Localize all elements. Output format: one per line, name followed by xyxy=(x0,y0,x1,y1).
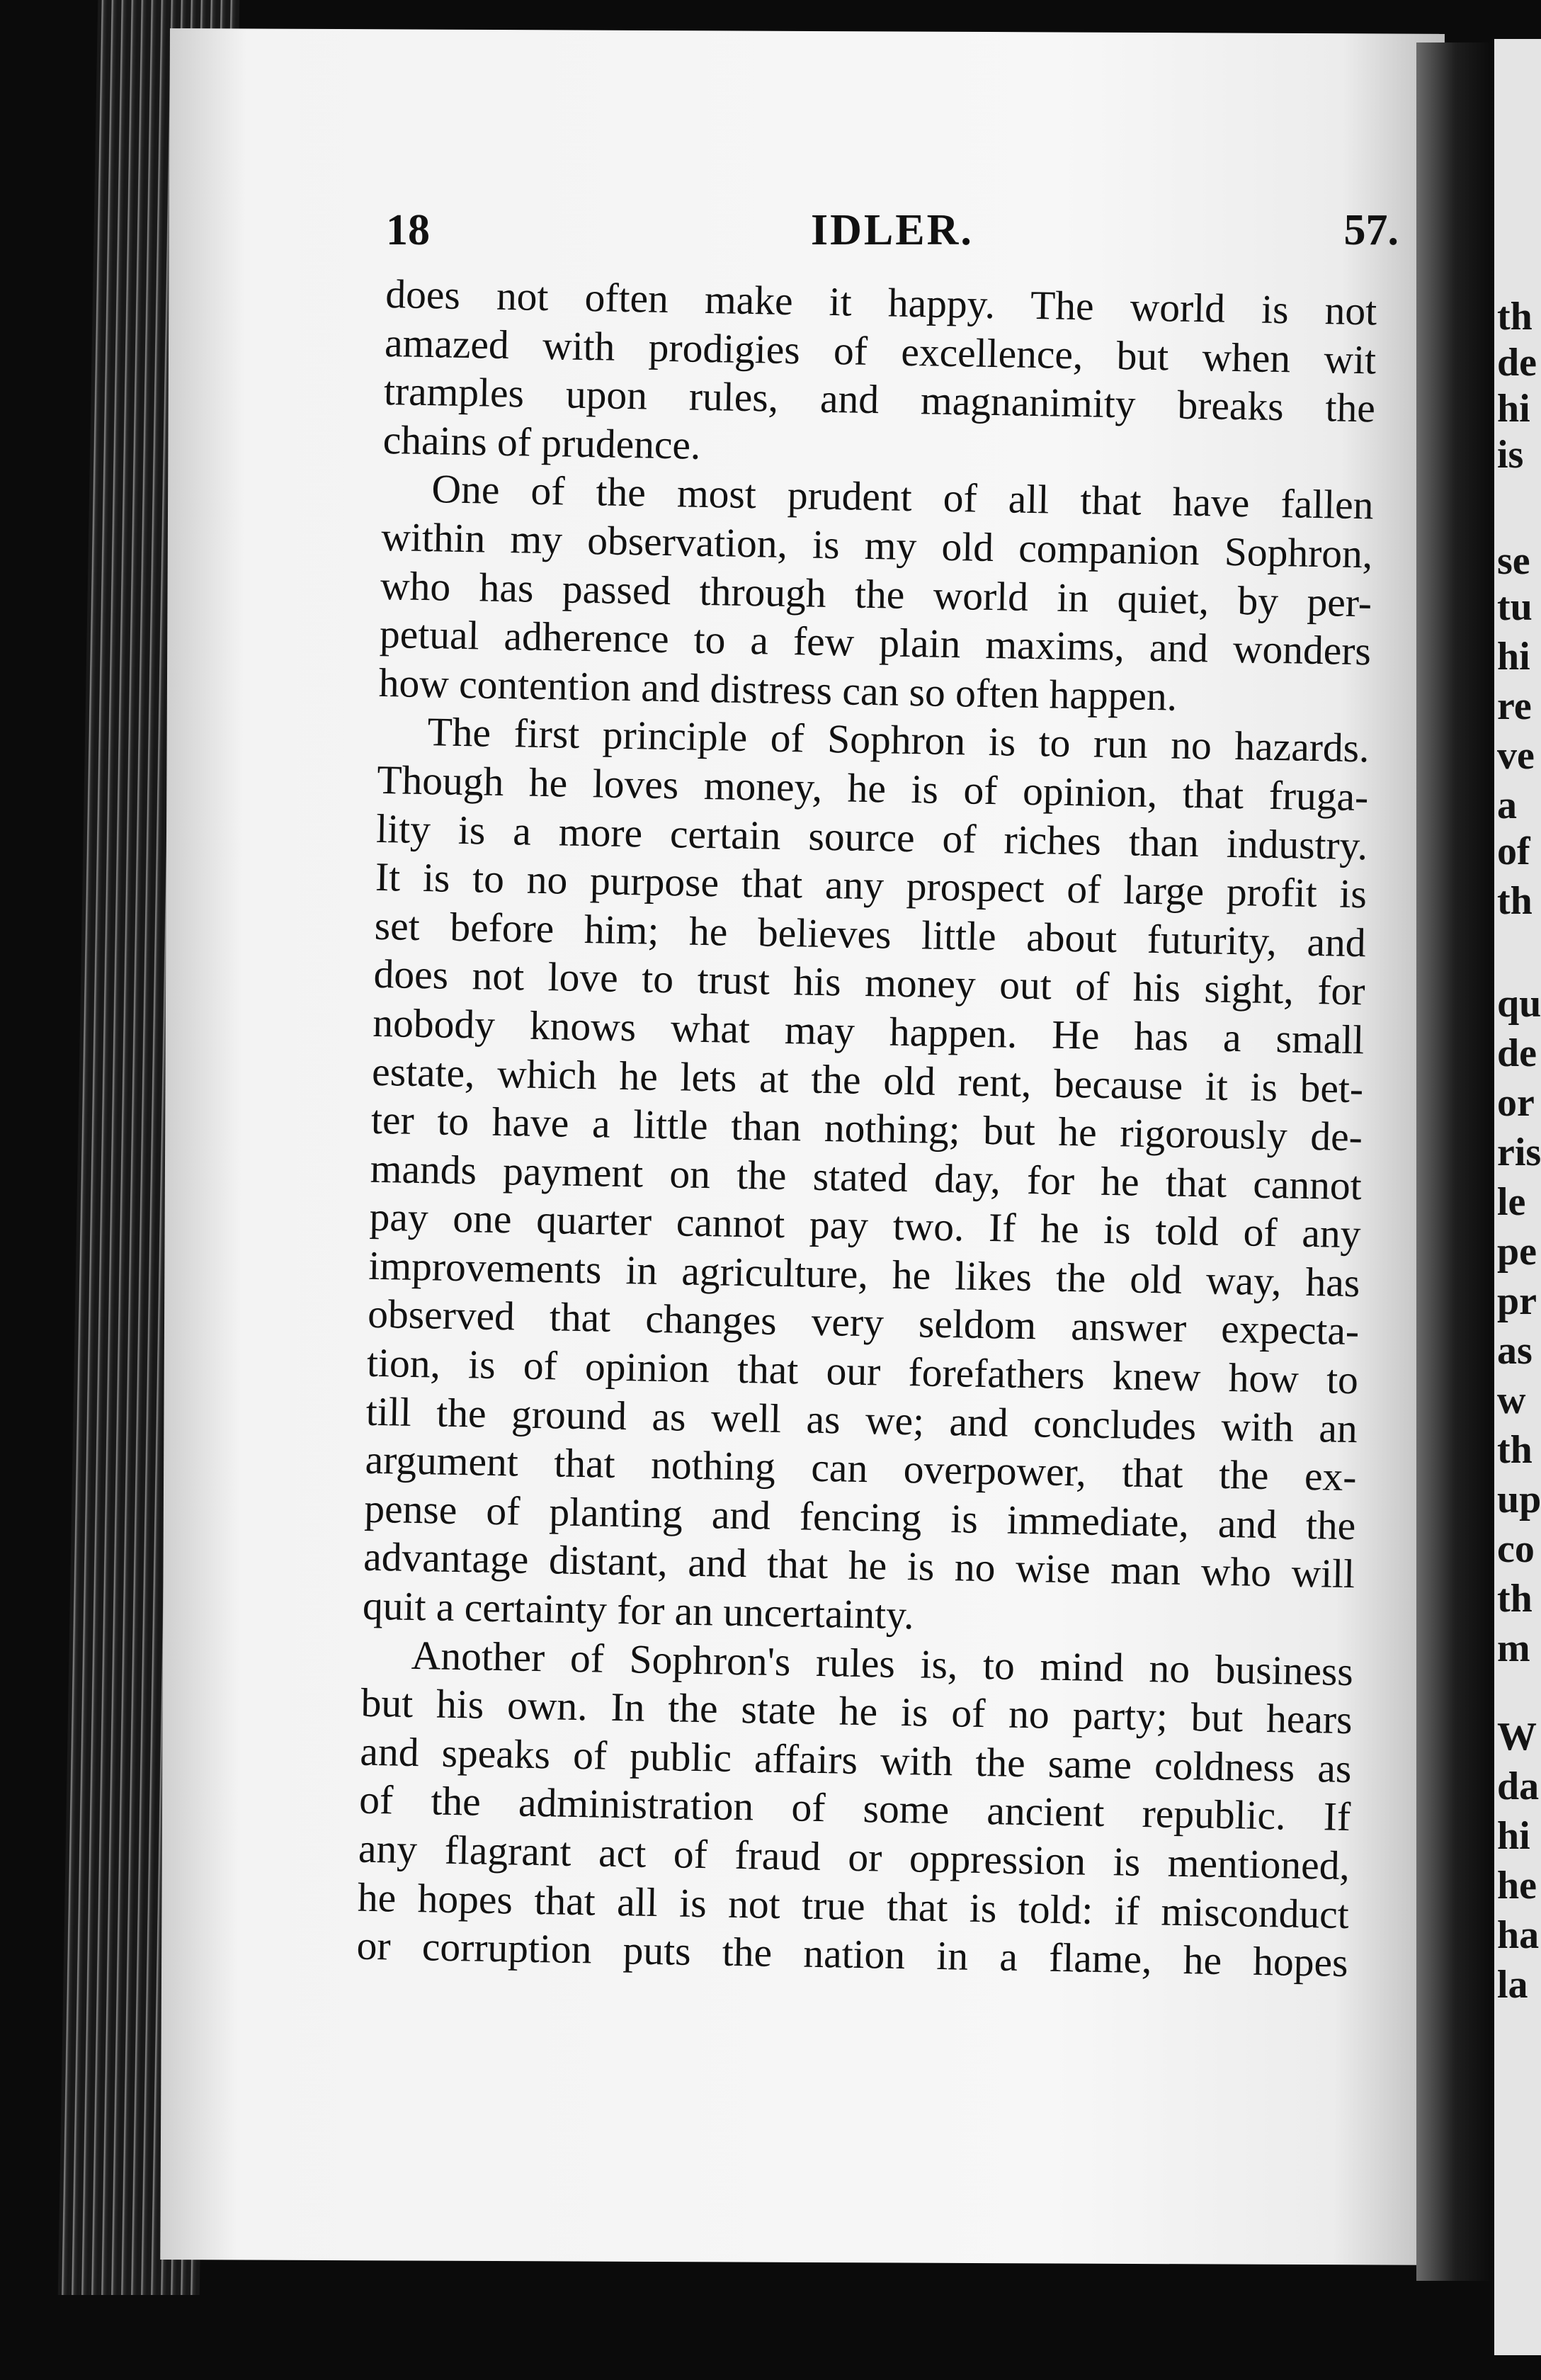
opposite-page-fragment: a xyxy=(1497,783,1517,827)
text-line: advantage distant, and that he is no wise man who will xyxy=(363,1535,1355,1597)
text-line: Another of Sophron's rules is, to mind no business xyxy=(411,1633,1354,1694)
text-line: mands payment on the stated day, for he that cannot xyxy=(370,1146,1363,1208)
opposite-page-fragment: th xyxy=(1497,295,1533,339)
opposite-page-edge xyxy=(1494,39,1541,2355)
text-line: chains of prudence. xyxy=(382,417,701,468)
text-line: or corruption puts the nation in a flame, he hopes xyxy=(356,1923,1349,1986)
opposite-page-fragment: th xyxy=(1497,1577,1533,1621)
opposite-page-fragment: qu xyxy=(1497,982,1541,1026)
opposite-page-fragment: th xyxy=(1497,1428,1533,1472)
opposite-page-fragment: th xyxy=(1497,879,1533,923)
opposite-page-fragment: tu xyxy=(1497,585,1533,629)
text-line: who has passed through the world in quiet, by per- xyxy=(380,563,1372,625)
opposite-page-fragment: co xyxy=(1497,1527,1535,1571)
text-line: till the ground as well as we; and concludes with an xyxy=(365,1389,1358,1451)
running-header xyxy=(386,205,1399,262)
opposite-page-fragment: de xyxy=(1497,1031,1537,1075)
opposite-page-fragment: W xyxy=(1497,1715,1537,1759)
paragraph xyxy=(356,1631,1353,1988)
opposite-page-fragment: re xyxy=(1497,684,1532,728)
text-line: improvements in agriculture, he likes the old way, has xyxy=(368,1243,1360,1306)
text-line: tion, is of opinion that our forefathers knew how to xyxy=(366,1340,1359,1403)
text-line: within my observation, is my old companion Sophron, xyxy=(380,514,1373,577)
page-body-text xyxy=(353,271,1377,2186)
text-line: quit a certainty for an uncertainty. xyxy=(362,1583,915,1638)
text-line: he hopes that all is not true that is told: if misconduct xyxy=(357,1875,1350,1937)
opposite-page-fragment: ve xyxy=(1497,734,1535,778)
text-line: petual adherence to a few plain maxims, and wonders xyxy=(379,612,1372,674)
opposite-page-fragment: up xyxy=(1497,1478,1541,1522)
text-line: how contention and distress can so often happen. xyxy=(378,660,1178,720)
opposite-page-fragment: se xyxy=(1497,539,1530,583)
text-line: It is to no purpose that any prospect of large profit is xyxy=(375,854,1367,917)
paragraph xyxy=(362,708,1370,1648)
text-line: pay one quarter cannot pay two. If he is told of any xyxy=(369,1195,1362,1257)
text-line: but his own. In the state he is of no party; but hears xyxy=(360,1680,1353,1743)
opposite-page-fragment: pr xyxy=(1497,1279,1537,1323)
text-line: and speaks of public affairs with the same coldness as xyxy=(359,1729,1352,1791)
essay-number: 57. xyxy=(1343,206,1399,254)
paragraph xyxy=(382,271,1377,482)
text-line: of the administration of some ancient republic. If xyxy=(358,1778,1351,1840)
text-line: does not often make it happy. The world is not xyxy=(385,271,1377,334)
opposite-page-fragment: la xyxy=(1497,1963,1528,2007)
text-line: argument that nothing can overpower, that the ex- xyxy=(365,1437,1358,1500)
opposite-page-fragment: or xyxy=(1497,1081,1535,1125)
book-gutter-shadow xyxy=(1416,42,1494,2281)
opposite-page-fragment: w xyxy=(1497,1378,1526,1422)
opposite-page-fragment: de xyxy=(1497,341,1537,385)
text-line: The first principle of Sophron is to run no hazards. xyxy=(427,710,1370,771)
opposite-page-fragment: ris xyxy=(1497,1130,1541,1174)
opposite-page-fragment: hi xyxy=(1497,635,1530,679)
opposite-page-fragment: m xyxy=(1497,1626,1530,1670)
text-line: estate, which he lets at the old rent, because it is bet- xyxy=(371,1049,1364,1111)
opposite-page-fragment: le xyxy=(1497,1180,1526,1224)
page-number: 18 xyxy=(386,206,430,254)
text-line: set before him; he believes little about futurity, and xyxy=(374,903,1367,966)
text-line: tramples upon rules, and magnanimity breaks the xyxy=(383,369,1376,431)
text-line: does not love to trust his money out of his sight, for xyxy=(373,952,1365,1014)
opposite-page-fragment: da xyxy=(1497,1764,1540,1808)
opposite-page-fragment: hi xyxy=(1497,1814,1530,1858)
text-line: nobody knows what may happen. He has a small xyxy=(372,1000,1365,1063)
text-line: One of the most prudent of all that have fallen xyxy=(431,467,1374,528)
paragraph xyxy=(378,465,1374,725)
text-line: observed that changes very seldom answer expecta- xyxy=(367,1292,1360,1354)
opposite-page-fragment: is xyxy=(1497,433,1524,477)
text-line: pense of planting and fencing is immediate, and the xyxy=(363,1486,1356,1549)
opposite-page-fragment: hi xyxy=(1497,387,1530,431)
running-title: IDLER. xyxy=(811,206,974,254)
text-line: amazed with prodigies of excellence, but when wit xyxy=(384,320,1377,383)
opposite-page-fragment: he xyxy=(1497,1864,1537,1908)
text-line: lity is a more certain source of riches than industry. xyxy=(375,806,1368,868)
text-line: ter to have a little than nothing; but he rigorously de- xyxy=(370,1097,1363,1160)
text-line: any flagrant act of fraud or oppression is mentioned, xyxy=(358,1826,1350,1889)
opposite-page-fragment: ha xyxy=(1497,1913,1540,1957)
opposite-page-fragment: as xyxy=(1497,1329,1533,1373)
text-line: Though he loves money, he is of opinion, that fruga- xyxy=(376,757,1369,820)
opposite-page-fragment: of xyxy=(1497,829,1530,873)
opposite-page-fragment: pe xyxy=(1497,1230,1537,1274)
